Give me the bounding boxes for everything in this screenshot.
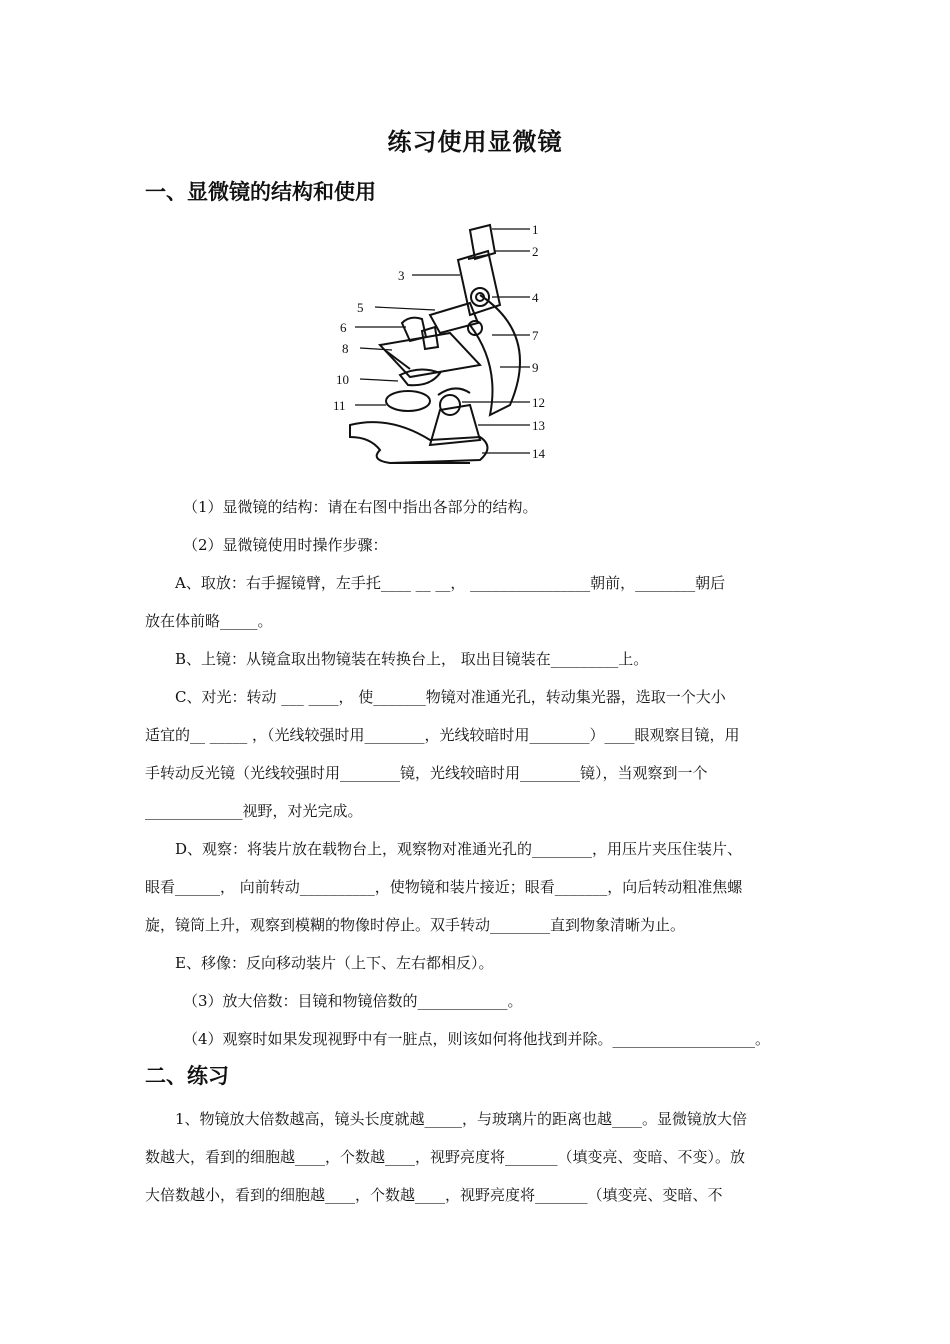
step-c-line3: 手转动反光镜（光线较强时用________镜，光线较暗时用________镜），当观察到一个 (145, 764, 708, 782)
figure-label-1: 1 (532, 222, 539, 237)
figure-label-2: 2 (532, 244, 539, 259)
step-a-line2: 放在体前略_____。 (145, 612, 273, 630)
step-d-line1: D、观察：将装片放在载物台上，观察物对准通光孔的________，用压片夹压住装片、 (175, 840, 743, 858)
figure-label-12: 12 (532, 395, 545, 410)
section1-body (145, 488, 810, 1058)
figure-label-8: 8 (342, 341, 349, 356)
step-c-line2: 适宜的__ _____ ，（光线较强时用________，光线较暗时用________）____眼观察目镜，用 (145, 726, 740, 744)
figure-label-14: 14 (532, 446, 545, 461)
magnification-line: （3）放大倍数：目镜和物镜倍数的____________。 (183, 992, 523, 1010)
microscope-figure (330, 215, 560, 470)
step-b-line: B、上镜：从镜盒取出物镜装在转换台上， 取出目镜装在_________上。 (175, 650, 649, 668)
step-c-line4: _____________视野，对光完成。 (145, 802, 363, 820)
microscope-illustration (330, 215, 560, 470)
section-heading-structure: 一、显微镜的结构和使用 (145, 180, 376, 204)
page-title: 练习使用显微镜 (387, 128, 563, 156)
section2-body (145, 1100, 810, 1214)
figure-label-9: 9 (532, 360, 539, 375)
figure-label-5: 5 (357, 300, 364, 315)
practice-q1-line2: 数越大，看到的细胞越____，个数越____，视野亮度将_______（填变亮、变暗、不变）。放 (145, 1148, 746, 1166)
figure-label-7: 7 (532, 328, 539, 343)
step-d-line3: 旋，镜筒上升，观察到模糊的物像时停止。双手转动________直到物象清晰为止。 (145, 916, 686, 934)
steps-heading: （2）显微镜使用时操作步骤： (183, 536, 388, 554)
step-c-line1: C、对光：转动 ___ ____， 使_______物镜对准通光孔，转动集光器，选取一个大小 (175, 688, 726, 706)
practice-q1-line3: 大倍数越小，看到的细胞越____，个数越____，视野亮度将_______（填变亮、变暗、不 (145, 1186, 723, 1204)
figure-label-10: 10 (336, 372, 349, 387)
step-e-line: E、移像：反向移动装片（上下、左右都相反）。 (175, 954, 494, 972)
figure-label-11: 11 (333, 398, 346, 413)
figure-label-6: 6 (340, 320, 347, 335)
figure-label-13: 13 (532, 418, 545, 433)
section-heading-practice: 二、练习 (145, 1064, 229, 1088)
step-a-line1: A、取放：右手握镜臂，左手托____ __ __， ________________朝前，________朝后 (175, 574, 726, 592)
dirt-spot-line: （4）观察时如果发现视野中有一脏点，则该如何将他找到并除。___________________。 (183, 1030, 771, 1048)
structure-prompt: （1）显微镜的结构：请在右图中指出各部分的结构。 (183, 498, 538, 516)
practice-q1-line1: 1、物镜放大倍数越高，镜头长度就越_____，与玻璃片的距离也越____。显微镜放大倍 (175, 1110, 748, 1128)
step-d-line2: 眼看______， 向前转动__________，使物镜和装片接近；眼看_______，向后转动粗准焦螺 (145, 878, 743, 896)
figure-label-3: 3 (398, 268, 405, 283)
figure-label-4: 4 (532, 290, 539, 305)
